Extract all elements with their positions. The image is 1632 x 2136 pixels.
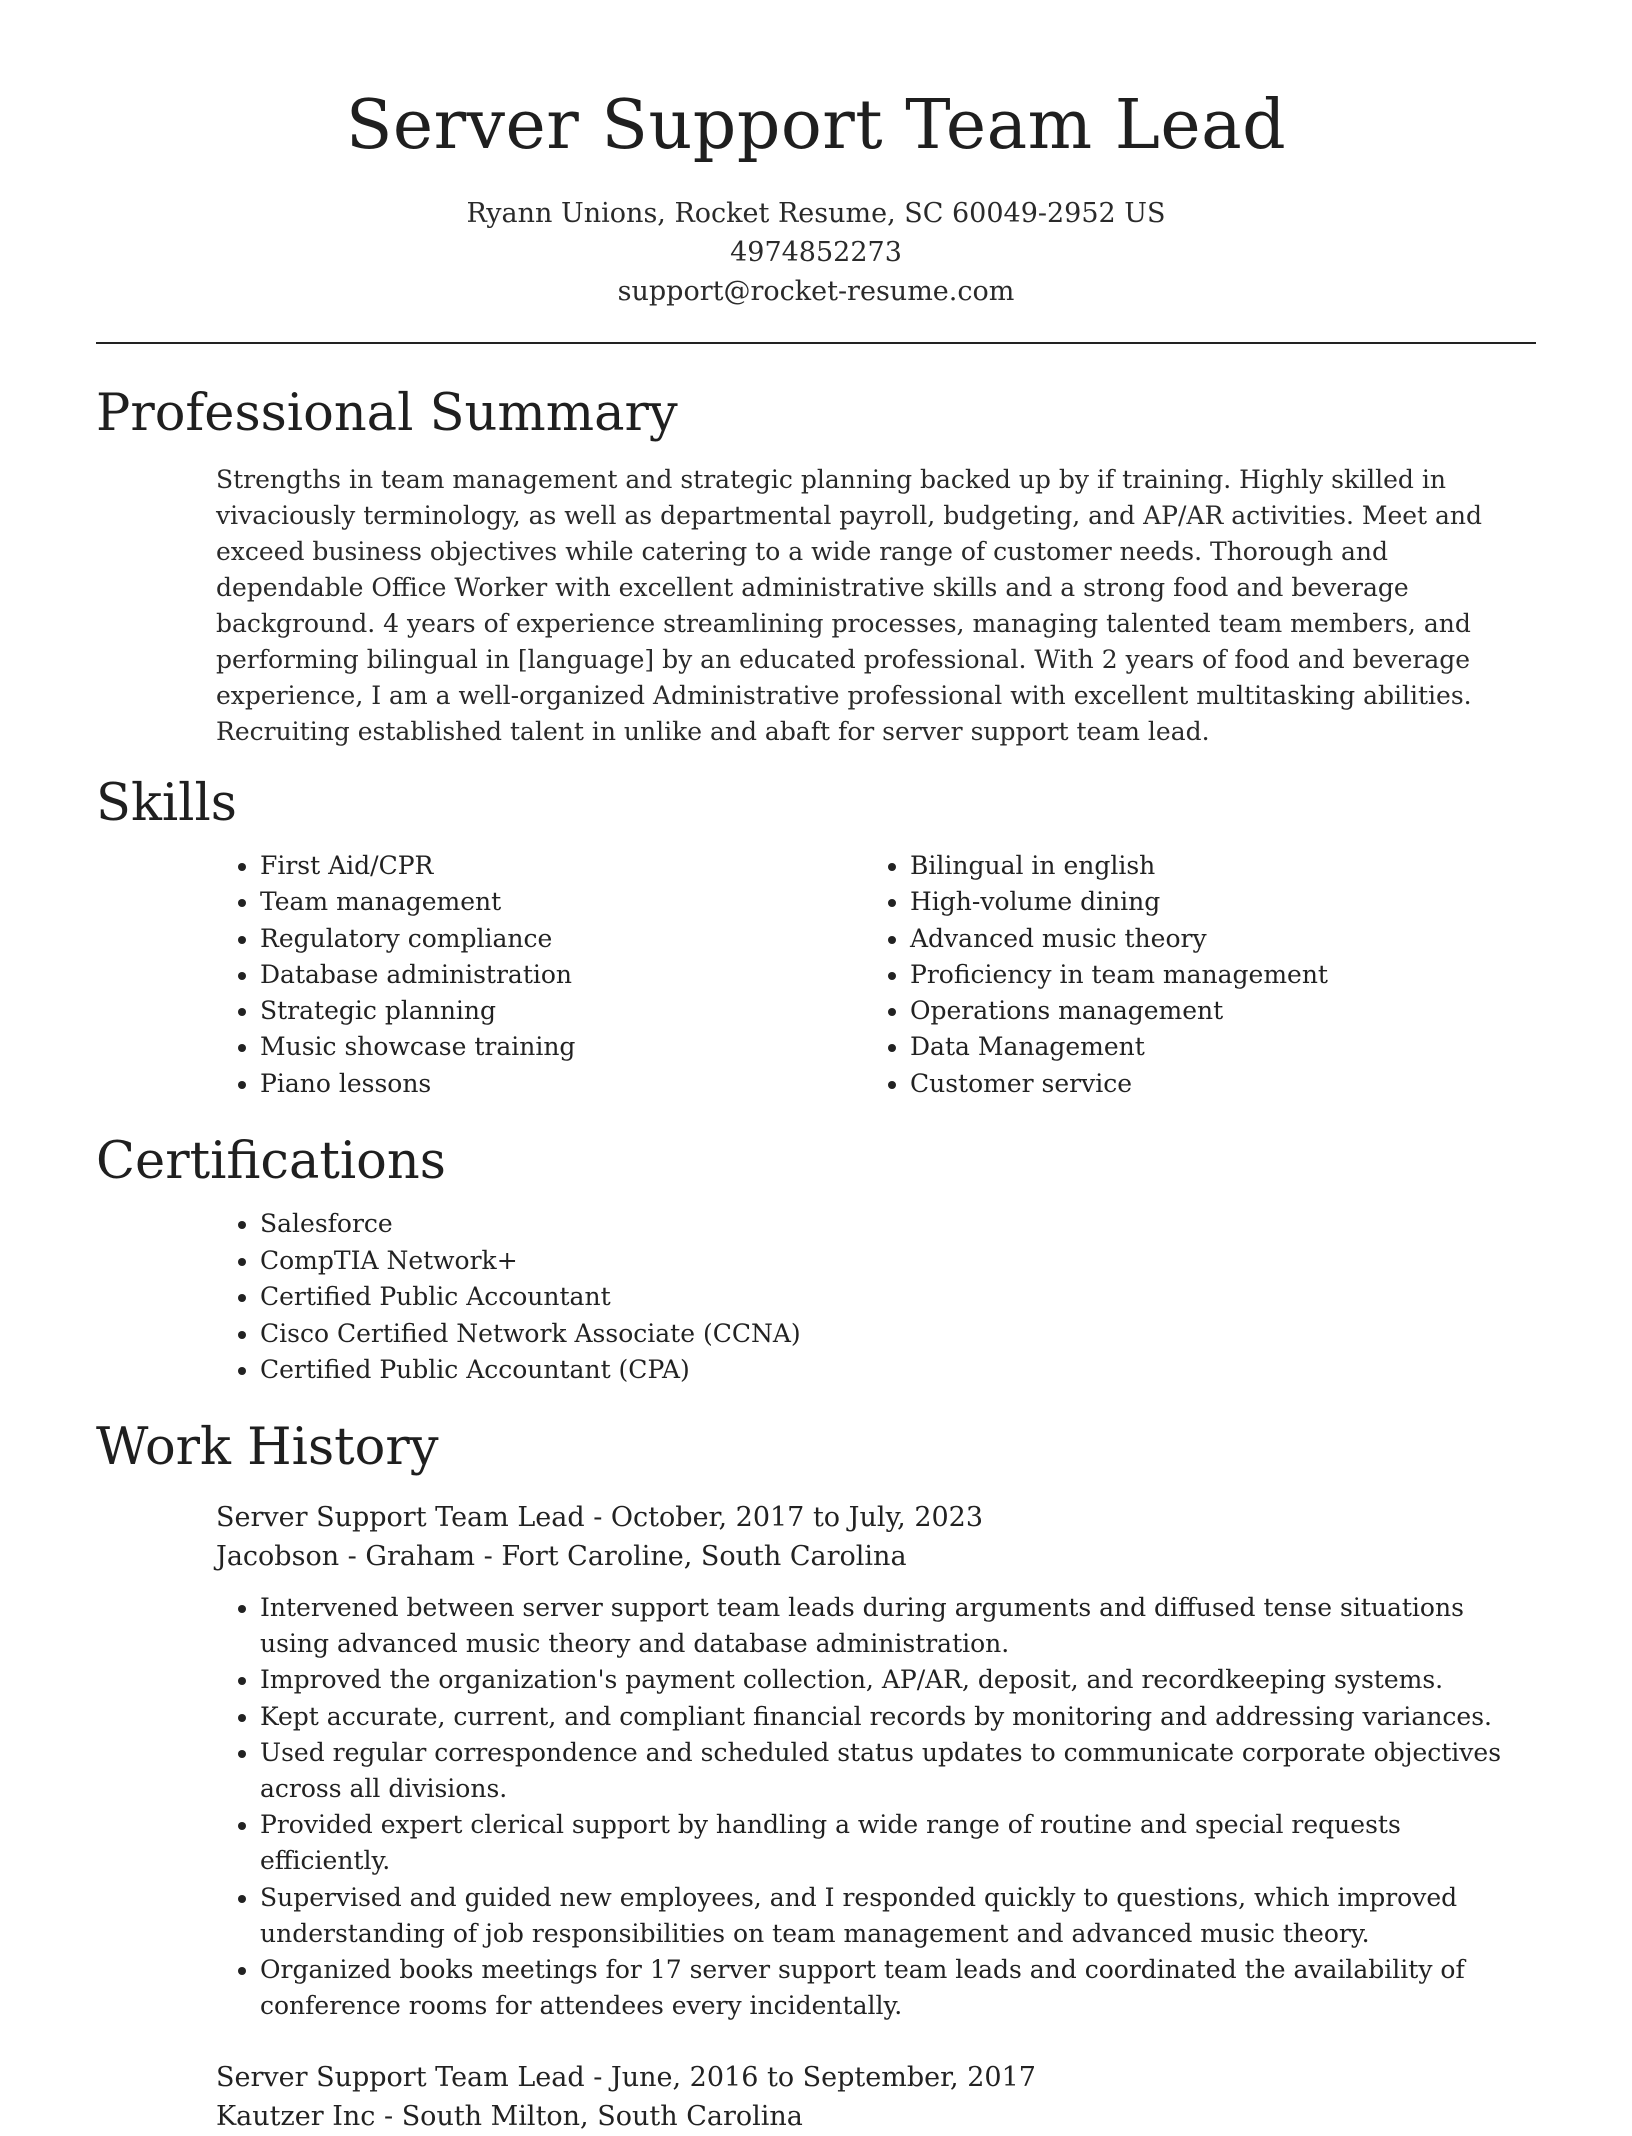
summary-heading: Professional Summary	[96, 384, 678, 443]
skills-list-right	[866, 848, 1516, 1102]
contact-address: Ryann Unions, Rocket Resume, SC 60049-2952 US	[466, 198, 1166, 229]
certification-item: • Certified Public Accountant (CPA)	[260, 1352, 1536, 1389]
skill-item: • Database administration	[260, 957, 866, 993]
job-location: Fort Caroline, South Carolina	[501, 1541, 907, 1572]
certification-item: • Salesforce	[260, 1206, 1536, 1243]
skill-item: • High-volume dining	[910, 884, 1516, 920]
skill-item: • Proficiency in team management	[910, 957, 1516, 993]
certifications-heading: Certifications	[96, 1132, 446, 1191]
job-dates: June, 2016 to September, 2017	[610, 2062, 1036, 2094]
contact-block	[0, 194, 1632, 311]
job-bullet: • Kept accurate, current, and compliant financial records by monitoring and addressing variances.	[260, 1699, 1536, 1735]
separator: -	[584, 1502, 611, 1533]
skill-item: • First Aid/CPR	[260, 848, 866, 884]
job-bullet: • Organized books meetings for 17 server support team leads and coordinated the availability of conference rooms for attendees every incidentally.	[260, 1952, 1536, 2024]
job-title: Server Support Team Lead	[216, 2062, 585, 2094]
skill-item: • Regulatory compliance	[260, 921, 866, 957]
resume-name: Server Support Team Lead	[345, 86, 1287, 165]
certifications-section	[96, 1132, 1536, 1389]
job-title-line	[216, 2058, 1536, 2097]
summary-text: Strengths in team management and strategic planning backed up by if training. Highly skilled in vivaciously terminology, as well as departmental payroll, budgeting, and AP/AR activities. Meet and exceed business objectives while catering to a wide range of customer needs. Thorough and dependable Office Worker with excellent administrative skills and a strong food and beverage background. 4 years of experience streamlining processes, managing talented team members, and performing bilingual in [language] by an educated professional. With 2 years of food and beverage experience, I am a well-organized Administrative professional with excellent multitasking abilities. Recruiting established talent in unlike and abaft for server support team lead.	[216, 465, 1483, 746]
job-entry-1-header	[216, 1498, 1536, 1576]
resume-header	[0, 0, 1632, 311]
work-history-section	[96, 1418, 1536, 2136]
certifications-list	[216, 1206, 1536, 1389]
skills-columns	[216, 848, 1536, 1102]
skill-item: • Advanced music theory	[910, 921, 1516, 957]
job-dates: October, 2017 to July, 2023	[610, 1502, 984, 1533]
job-entry-1-bullets	[216, 1590, 1536, 2024]
skill-item: • Bilingual in english	[910, 848, 1516, 884]
job-company: Jacobson - Graham	[216, 1541, 476, 1572]
skills-section	[96, 774, 1536, 1102]
job-company-line	[216, 2097, 1536, 2136]
certification-item: • Cisco Certified Network Associate (CCNA)	[260, 1316, 1536, 1353]
job-title-line	[216, 1498, 1536, 1537]
job-title: Server Support Team Lead	[216, 1502, 585, 1533]
certification-item: • CompTIA Network+	[260, 1243, 1536, 1280]
job-bullet: • Provided expert clerical support by handling a wide range of routine and special requests efficiently.	[260, 1807, 1536, 1879]
header-divider	[96, 342, 1536, 344]
job-bullet: • Supervised and guided new employees, and I responded quickly to questions, which improved understanding of job responsibilities on team management and advanced music theory.	[260, 1880, 1536, 1952]
skill-item: • Data Management	[910, 1029, 1516, 1065]
skill-item: • Team management	[260, 884, 866, 920]
skill-item: • Operations management	[910, 993, 1516, 1029]
certification-item: • Certified Public Accountant	[260, 1279, 1536, 1316]
skills-list-left	[216, 848, 866, 1102]
separator: -	[584, 2062, 611, 2094]
job-company-line	[216, 1537, 1536, 1576]
skill-item: • Music showcase training	[260, 1029, 866, 1065]
skill-item: • Piano lessons	[260, 1066, 866, 1102]
job-bullet: • Intervened between server support team leads during arguments and diffused tense situations using advanced music theory and database administration.	[260, 1590, 1536, 1662]
summary-section	[96, 384, 1536, 750]
job-company: Kautzer Inc	[216, 2101, 376, 2133]
job-location: South Milton, South Carolina	[401, 2101, 803, 2133]
contact-phone: 4974852273	[730, 237, 902, 268]
skills-heading: Skills	[96, 774, 237, 833]
job-entry-2-header	[216, 2058, 1536, 2136]
contact-email: support@rocket-resume.com	[617, 276, 1015, 307]
job-bullet: • Used regular correspondence and scheduled status updates to communicate corporate objectives across all divisions.	[260, 1735, 1536, 1807]
job-bullet: • Improved the organization's payment collection, AP/AR, deposit, and recordkeeping systems.	[260, 1662, 1536, 1698]
work-history-heading: Work History	[96, 1418, 439, 1477]
skill-item: • Strategic planning	[260, 993, 866, 1029]
separator: -	[475, 1541, 502, 1572]
skill-item: • Customer service	[910, 1066, 1516, 1102]
separator: -	[375, 2101, 402, 2133]
